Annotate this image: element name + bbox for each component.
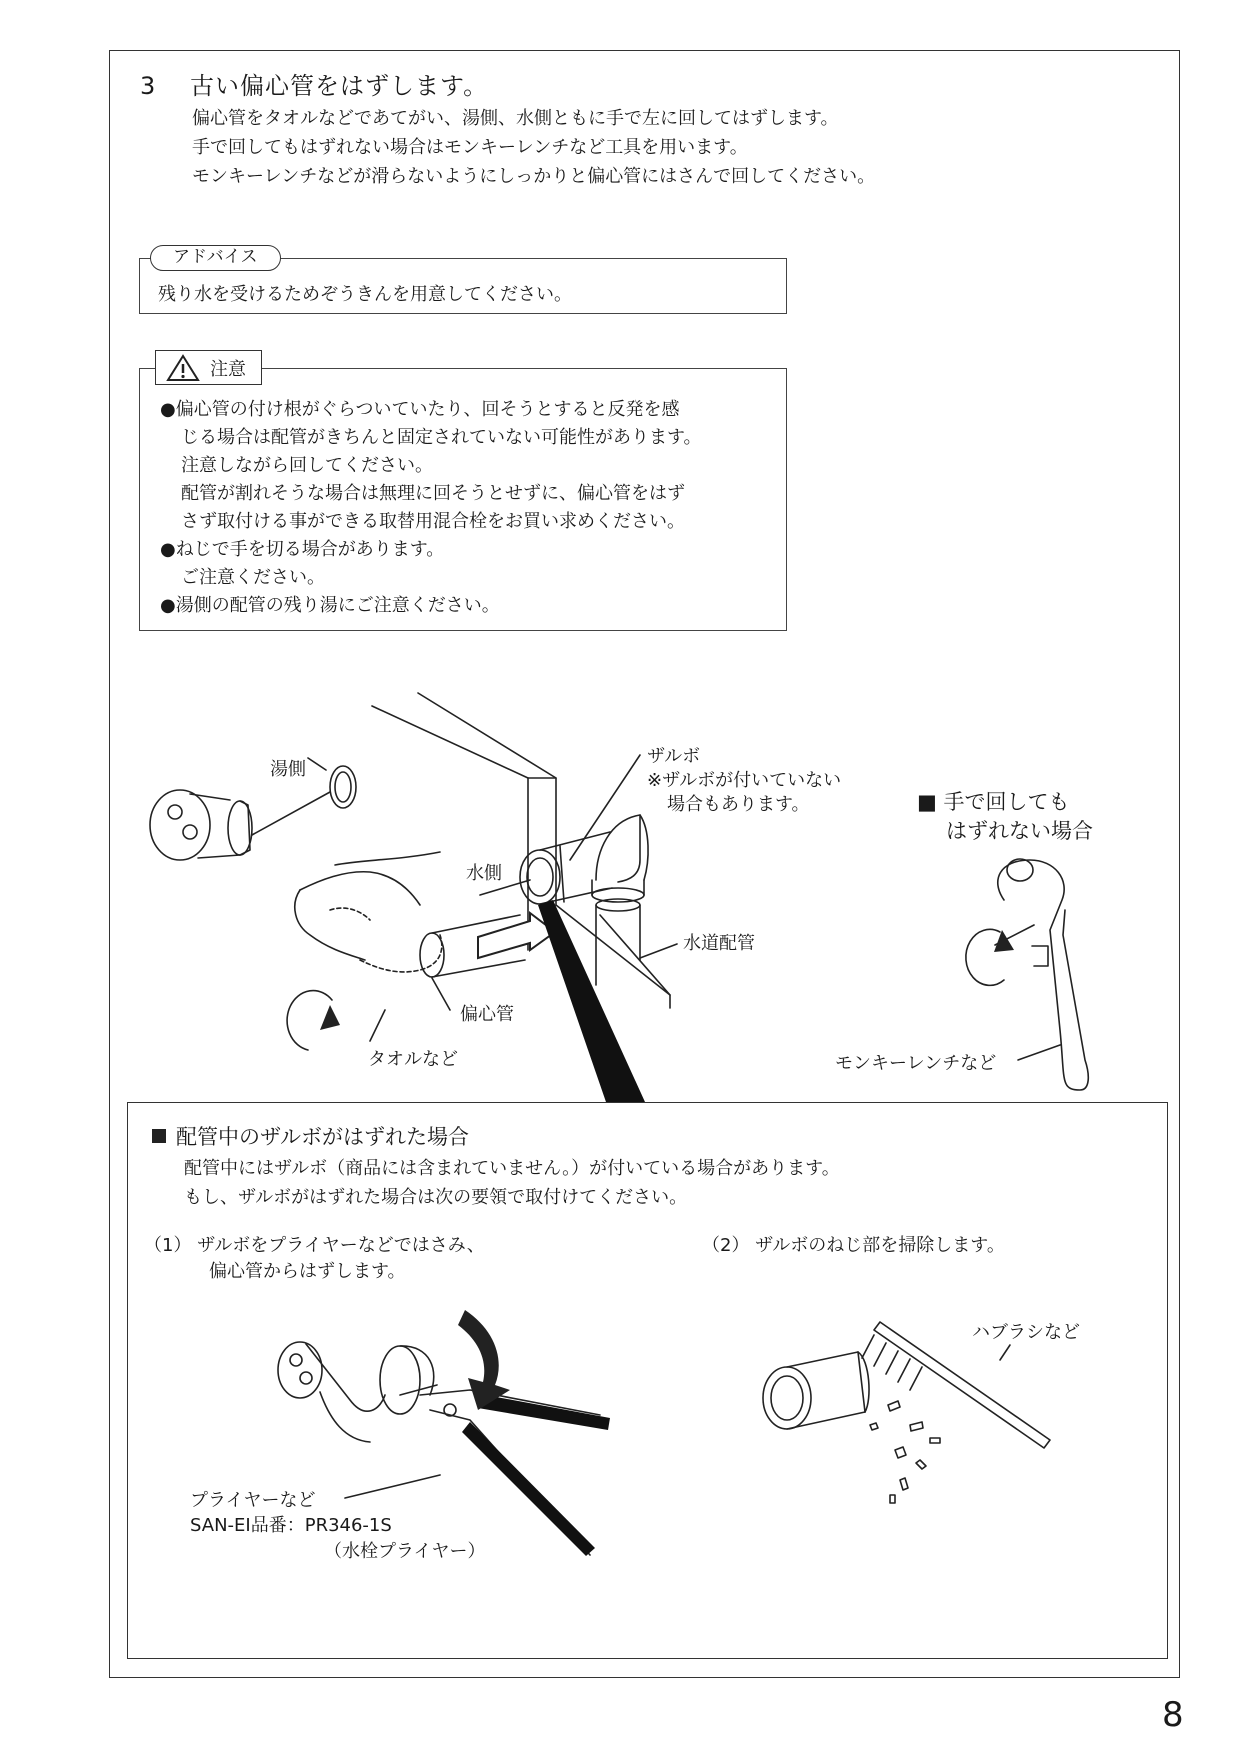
caution-label: 注意: [210, 359, 246, 380]
zarubo-section-line: 配管中にはザルボ（商品には含まれていません。）が付いている場合があります。: [184, 1158, 840, 1179]
zarubo-note: 場合もあります。: [667, 794, 810, 815]
advice-label: アドバイス: [150, 245, 281, 271]
zarubo-section-line: もし、ザルボがはずれた場合は次の要領で取付けてください。: [184, 1187, 688, 1208]
substep-1-line: （1） ザルボをプライヤーなどではさみ、: [144, 1235, 485, 1256]
part-name-label: （水栓プライヤー）: [324, 1541, 486, 1562]
caution-line: ●偏心管の付け根がぐらついていたり、回そうとすると反発を感: [160, 399, 680, 420]
caution-line: 配管が割れそうな場合は無理に回そうとせずに、偏心管をはず: [181, 483, 685, 504]
zarubo-section-heading: 配管中のザルボがはずれた場合: [176, 1125, 469, 1149]
caution-line: じる場合は配管がきちんと固定されていない可能性があります。: [181, 427, 702, 448]
brush-label: ハブラシなど: [972, 1322, 1080, 1343]
step-line: 偏心管をタオルなどであてがい、湯側、水側ともに手で左に回してはずします。: [192, 108, 839, 129]
advice-text: 残り水を受けるためぞうきんを用意してください。: [158, 284, 572, 305]
step-line: モンキーレンチなどが滑らないようにしっかりと偏心管にはさんで回してください。: [192, 166, 876, 187]
towel-label: タオルなど: [368, 1049, 458, 1070]
part-number-label: SAN-EI品番：PR346-1S: [190, 1515, 392, 1536]
caution-line: ご注意ください。: [181, 567, 325, 588]
caution-line: 注意しながら回してください。: [181, 455, 433, 476]
wrench-label: モンキーレンチなど: [835, 1053, 997, 1074]
pliers-label: プライヤーなど: [190, 1490, 316, 1511]
page-number: 8: [1162, 1695, 1184, 1735]
caution-line: ●ねじで手を切る場合があります。: [160, 539, 445, 560]
hand-fail-line: はずれない場合: [946, 819, 1093, 843]
water-pipe-label: 水道配管: [683, 933, 755, 954]
step-line: 手で回してもはずれない場合はモンキーレンチなど工具を用います。: [192, 137, 748, 158]
hand-fail-line: ■ 手で回しても: [917, 790, 1070, 814]
zarubo-note: ※ザルボが付いていない: [647, 770, 842, 791]
zarubo-label: ザルボ: [647, 746, 701, 767]
substep-2-line: （2） ザルボのねじ部を掃除します。: [702, 1235, 1005, 1256]
step-heading: 古い偏心管をはずします。: [190, 72, 489, 100]
substep-1-line: 偏心管からはずします。: [209, 1261, 406, 1282]
hot-side-label: 湯側: [270, 759, 306, 780]
caution-line: さず取付ける事ができる取替用混合栓をお買い求めください。: [181, 511, 685, 532]
eccentric-pipe-label: 偏心管: [460, 1004, 514, 1025]
water-side-label: 水側: [466, 863, 502, 884]
step-number: 3: [140, 72, 157, 100]
caution-line: ●湯側の配管の残り湯にご注意ください。: [160, 595, 500, 616]
